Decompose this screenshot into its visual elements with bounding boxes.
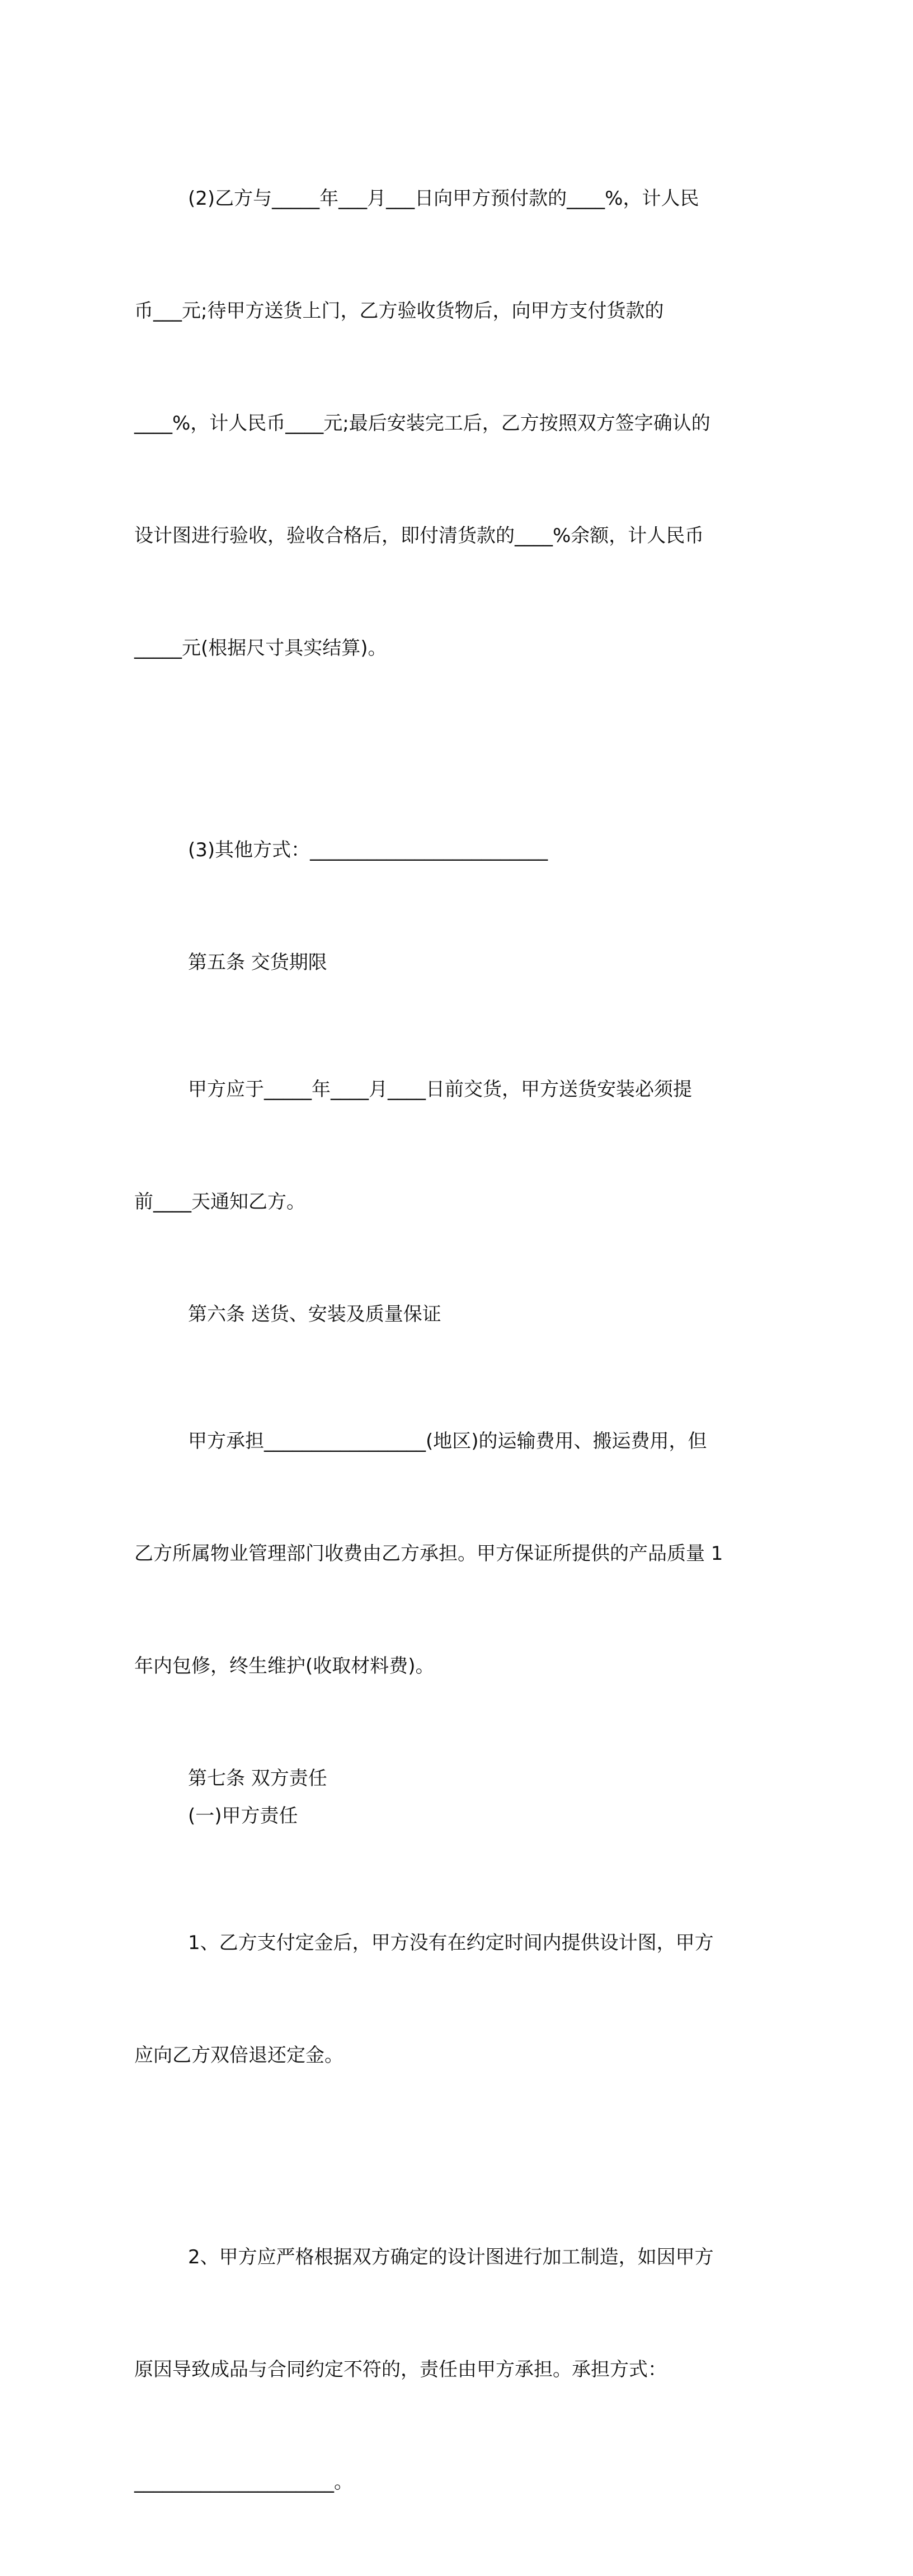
text-line: _____________________。 [134,2471,353,2493]
text-line: 设计图进行验收，验收合格后，即付清货款的____%余额，计人民币 [134,525,704,547]
text-line: 原因导致成品与合同约定不符的，责任由甲方承担。承担方式： [134,2358,667,2381]
text-line: 前____天通知乙方。 [134,1191,305,1213]
text-line: (2)乙方与_____年___月___日向甲方预付款的____%，计人民 [188,187,699,210]
article-6-heading: 第六条 送货、安装及质量保证 [188,1303,441,1325]
text-line: 1、乙方支付定金后，甲方没有在约定时间内提供设计图，甲方 [188,1932,714,1954]
text-line: 2、甲方应严格根据双方确定的设计图进行加工制造，如因甲方 [188,2246,714,2268]
party-a-item-1 [134,1850,772,2149]
text-line: ____%，计人民币____元;最后安装完工后，乙方按照双方签字确认的 [134,412,710,435]
article-5-heading: 第五条 交货期限 [188,951,327,974]
text-line: (3)其他方式：_________________________ [188,839,548,861]
article-6-body [134,1348,772,1760]
article-7-heading: 第七条 双方责任 [188,1767,327,1790]
payment-clause-3 [134,757,772,944]
article-5-body [134,996,772,1296]
text-line: 甲方承担_________________(地区)的运输费用、搬运费用，但 [188,1430,707,1452]
payment-clause-2 [134,105,772,742]
text-line: 币___元;待甲方送货上门，乙方验收货物后，向甲方支付货款的 [134,300,664,322]
text-line: 年内包修，终生维护(收取材料费)。 [134,1655,435,1677]
text-line: _____元(根据尺寸具实结算)。 [134,637,387,659]
document-page [134,105,772,2576]
text-line: 甲方应于_____年____月____日前交货，甲方送货安装必须提 [188,1078,692,1101]
text-line: 应向乙方双倍退还定金。 [134,2044,343,2067]
text-line: 乙方所属物业管理部门收费由乙方承担。甲方保证所提供的产品质量 1 [134,1542,723,1565]
party-a-item-2 [134,2164,772,2576]
party-a-heading: (一)甲方责任 [188,1805,298,1827]
